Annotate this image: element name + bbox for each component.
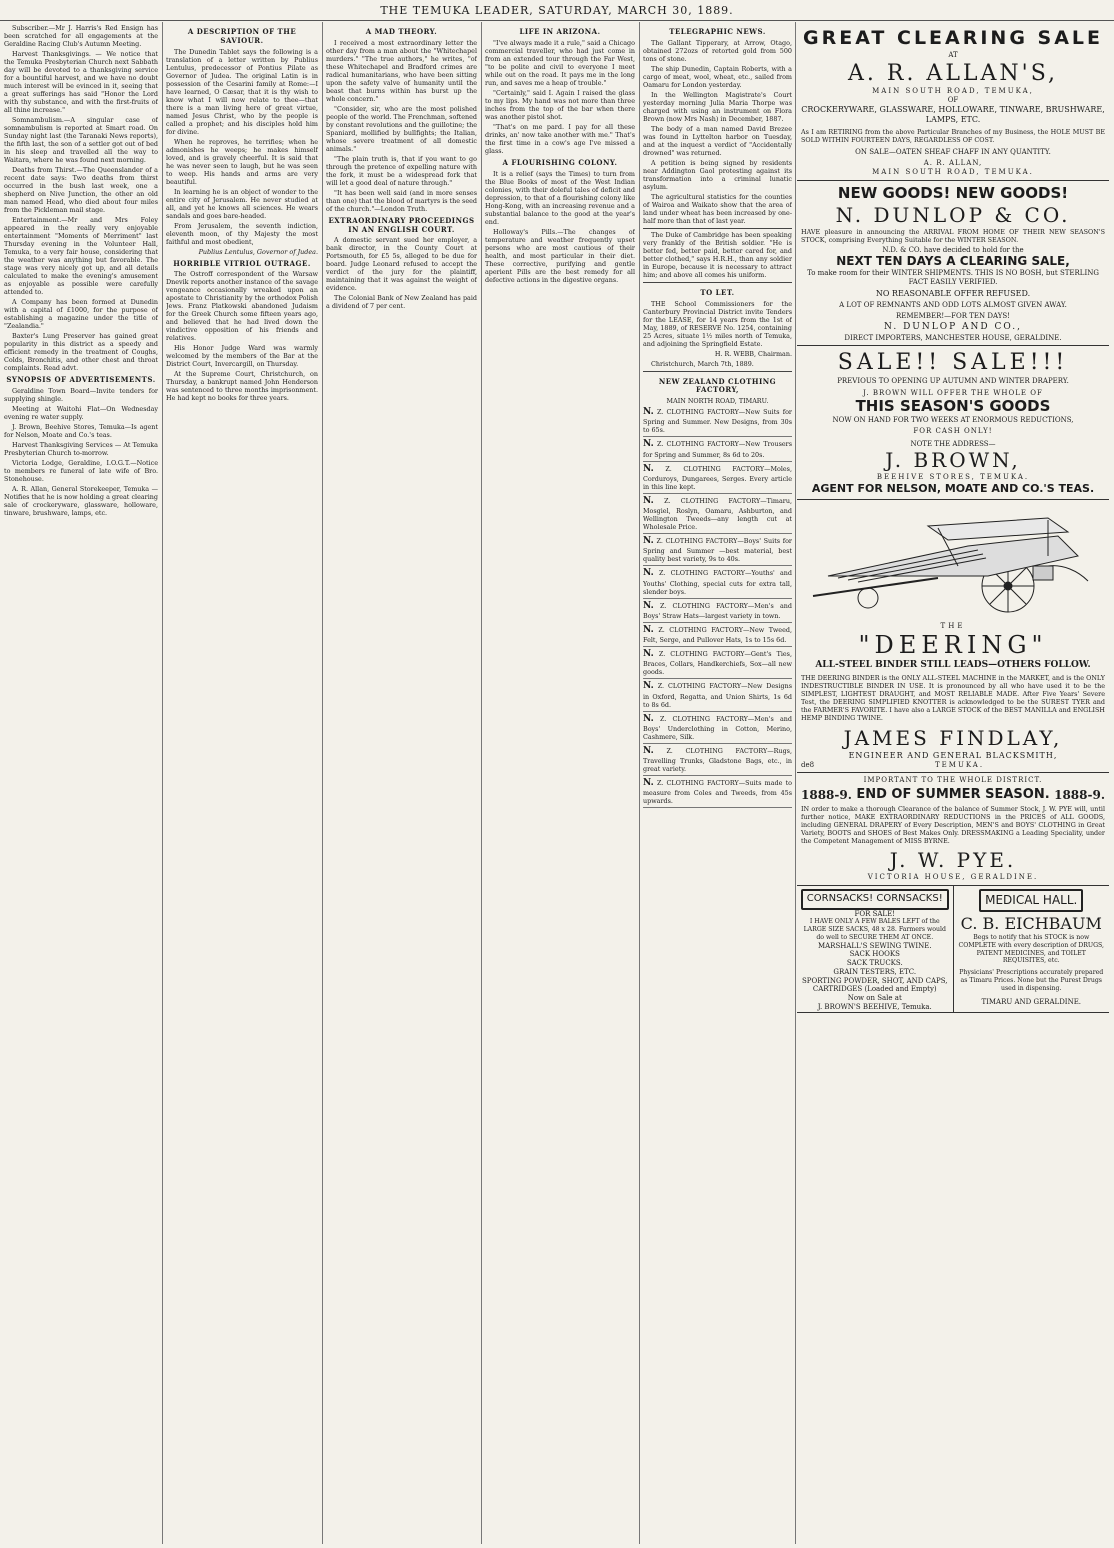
clothing-factory-text: Z. CLOTHING FACTORY—Moles, Corduroys, Dungarees, Serges. Every article in this line kept. xyxy=(643,464,792,491)
clothing-factory-initial: N. xyxy=(643,778,654,788)
clothing-factory-item xyxy=(643,405,792,437)
ad-title: SALE!! SALE!!! xyxy=(837,350,1069,376)
synopsis-item: Victoria Lodge, Geraldine, I.O.G.T.—Notice to members re funeral of late wife of Bro. Stonehouse. xyxy=(4,458,158,483)
clothing-factory-initial: N. xyxy=(643,439,654,450)
article-paragraph: At the Supreme Court, Christchurch, on Thursday, a bankrupt named John Henderson was sentenced to three months imprisonment. He had kept no books for three years. xyxy=(166,370,318,403)
news-paragraph: The agricultural statistics for the counties of Wairoa and Waikato show that the area of land under wheat has been increased by one-half more than that of last year. xyxy=(643,192,792,225)
article-paragraph: Holloway's Pills.—The changes of temperature and weather frequently upset persons who are most cautious of their health, and most particular in their diet. These corrective, purifying and gentle aperient Pills are the best remedy for all defective actions in the digestive organs. xyxy=(485,227,635,284)
clothing-factory-item xyxy=(643,462,792,494)
ad-text: To make room for their WINTER SHIPMENTS. THIS IS NO BOSH, but STERLING FACT EASILY VERIFIED. xyxy=(807,269,1099,286)
to-let-heading: TO LET. xyxy=(700,287,735,297)
article-heading: LIFE IN ARIZONA. xyxy=(519,27,601,36)
ad-reference: de8 xyxy=(801,760,815,769)
article-signature: Publius Lentulus, Governor of Judea. xyxy=(198,247,318,256)
article-paragraph: "Certainly," said I. Again I raised the glass to my lips. My hand was not more than three inches from the top of the bar when there was another pistol shot. xyxy=(485,88,635,121)
clothing-factory-heading: NEW ZEALAND CLOTHING FACTORY, xyxy=(658,376,777,395)
column-rule xyxy=(639,22,640,1544)
bottom-ads-row xyxy=(797,886,1109,1013)
article-heading: EXTRAORDINARY PROCEEDINGS IN AN ENGLISH COURT. xyxy=(328,215,475,234)
ad-address: VICTORIA HOUSE, GERALDINE. xyxy=(867,873,1039,882)
article-paragraph: "It has been well said (and in more senses than one) that the blood of martyrs is the seed of the church."—London Truth. xyxy=(326,188,477,213)
cornsacks-list-item: CARTRIDGES (Loaded and Empty) xyxy=(812,985,937,994)
news-paragraph: The body of a man named David Brezee was found in Lyttelton harbor on Tuesday, and at the inquest a verdict of "Accidentally drowned" was returned. xyxy=(643,124,792,157)
synopsis-item: Meeting at Waitohi Flat—On Wednesday evening re water supply. xyxy=(4,404,158,421)
ad-name: "DEERING" xyxy=(858,631,1048,660)
article-heading: A FLOURISHING COLONY. xyxy=(502,157,618,167)
article-paragraph: From Jerusalem, the seventh indiction, eleventh moon, of thy Majesty the most faithful and most obedient, xyxy=(166,221,318,246)
clothing-factory-list xyxy=(643,405,792,808)
column-saviour xyxy=(166,24,318,1544)
news-paragraph: Deaths from Thirst.—The Queenslander of a recent date says: Two deaths from thirst occurred in the bush last week, one a shepherd on Nive Junction, the other an old man named Head, who died about four miles from the Pickleman mail stage. xyxy=(4,166,158,214)
clothing-factory-text: Z. CLOTHING FACTORY—Boys' Suits for Spring and Summer —best material, best quality best variety, 9s to 40s. xyxy=(643,537,792,564)
ad-address: BEEHIVE STORES, TEMUKA. xyxy=(876,473,1030,482)
ad-body: THE DEERING BINDER is the ONLY ALL-STEEL MACHINE in the MARKET, and is the ONLY INDESTRUCTIBLE BINDER IN USE. It is pronounced by all who have used it to be the SIMPLEST, LIGHTEST DRAUGHT, and MOST RELIABLE MADE. After Five Years' Severe Test, the DEERING SIMPLIFIED KNOTTER is acknowledged to be the SUREST TYER and the FARMER'S FAVORITE. I have also a LARGE STOCK of the BEST MANILLA and ENGLISH HEMP BINDING TWINE. xyxy=(801,673,1105,722)
ad-text: J. BROWN WILL OFFER THE WHOLE OF xyxy=(863,388,1043,397)
ad-address: MAIN SOUTH ROAD, TEMUKA, xyxy=(872,87,1034,95)
ad-chaff: ON SALE—OATEN SHEAF CHAFF IN ANY QUANTITY. xyxy=(855,147,1051,156)
news-paragraph: In the Wellington Magistrate's Court yesterday morning Julia Maria Thorpe was charged with using an instrument on Flora Brown (now Mrs Nash) in December, 1887. xyxy=(643,90,792,123)
synopsis-item: Geraldine Town Board—Invite tenders for supplying shingle. xyxy=(4,386,158,403)
ad-title: NEW GOODS! NEW GOODS! xyxy=(837,183,1069,202)
article-heading: A DESCRIPTION OF THE SAVIOUR. xyxy=(187,27,297,45)
ad-name: A. R. ALLAN'S, xyxy=(848,60,1058,86)
dunlop-new-goods-ad xyxy=(797,181,1109,347)
clothing-factory-initial: N. xyxy=(643,495,654,506)
news-paragraph: A petition is being signed by residents near Addington Gaol protesting against its transformation into a criminal lunatic asylum. xyxy=(643,158,792,191)
ad-text: NOW ON HAND FOR TWO WEEKS AT ENORMOUS REDUCTIONS, xyxy=(832,416,1074,424)
ad-body: I HAVE ONLY A FEW BALES LEFT of the LARGE SIZE SACKS, 48 x 28. Farmers would do well to SECURE THEM AT ONCE. xyxy=(803,918,946,941)
ad-text: NO REASONABLE OFFER REFUSED. xyxy=(875,288,1031,298)
ad-text: NOTE THE ADDRESS— xyxy=(910,439,996,448)
brown-sale-ad xyxy=(797,346,1109,500)
ad-address: TEMUKA. xyxy=(935,760,985,769)
clothing-factory-item xyxy=(643,679,792,711)
allan-clearing-sale-ad xyxy=(797,24,1109,181)
article-paragraph: When he reproves, he terrifies; when he admonishes he weeps; he makes himself loved, and is gravely cheerful. It is said that he was never seen to laugh, but he was seen to weep. His hands and arms are very beautiful. xyxy=(166,137,318,186)
news-paragraph: Entertainment.—Mr and Mrs Foley appeared in the really very enjoyable entertainment "Moments of Merriment" last Thursday evening in the Volunteer Hall, Temuka, to a very fair house, considering that the weather was anything but favorable. The stage was very nicely got up, and all details calculated to make the evening's amusement as enjoyable as possible were carefully attended to. xyxy=(4,216,158,296)
cornsacks-list-item: SACK TRUCKS. xyxy=(846,959,903,967)
column-telegraphic xyxy=(643,24,792,1544)
column-rule xyxy=(481,22,482,1544)
clothing-factory-text: Z. CLOTHING FACTORY—Suits made to measure from Coles and Tweeds, from 45s upwards. xyxy=(643,779,792,806)
clothing-factory-initial: N. xyxy=(643,568,654,579)
cornsacks-list-item: SACK HOOKS xyxy=(849,950,900,959)
ad-text: PREVIOUS TO OPENING UP AUTUMN AND WINTER DRAPERY. xyxy=(837,376,1069,385)
clothing-factory-item xyxy=(643,647,792,679)
article-paragraph: The Dunedin Tablet says the following is a translation of a letter written by Publius Lentulus, predecessor of Pontius Pilate as Governor of Judea. The original Latin is in possession of the Cesarini family at Rome:—I have learned, O Cæsar, that it is thy wish to know what I will now relate to thee—that there is a man living here of great virtue, named Jesus Christ, who by the people is called a prophet; and his disciples hold him for divine. xyxy=(166,47,318,136)
article-paragraph: It is a relief (says the Times) to turn from the Blue Books of most of the West Indian colonies, with their doleful tales of deficit and depression, to that of a flourishing colony like Hong-Kong, with an increasing revenue and a substantial balance to the good at the year's end. xyxy=(485,169,635,226)
synopsis-item: J. Brown, Beehive Stores, Temuka—Is agent for Nelson, Moate and Co.'s teas. xyxy=(4,422,158,439)
clothing-factory-text: Z. CLOTHING FACTORY—Youths' and Youths' Clothing, special cuts for extra tall, slender boys. xyxy=(643,569,792,596)
ad-text: AT xyxy=(948,50,958,59)
article-paragraph: The Colonial Bank of New Zealand has paid a dividend of 7 per cent. xyxy=(326,294,477,311)
binder-machine-illustration xyxy=(808,506,1098,616)
ad-signature: N. DUNLOP AND CO., xyxy=(884,322,1022,333)
article-heading: HORRIBLE VITRIOL OUTRAGE. xyxy=(173,258,311,268)
synopsis-item: A. R. Allan, General Storekeeper, Temuka —Notifies that he is now holding a great clearing sale of crockeryware, glassware, holloware, tinware, brushware, lamps, etc. xyxy=(4,484,158,517)
cornsacks-list xyxy=(800,942,950,995)
news-paragraph: Baxter's Lung Preserver has gained great popularity in this district as a speedy and efficient remedy in the treatment of Coughs, Colds, Bronchitis, and other chest and throat complaints. Read advt. xyxy=(4,332,158,372)
ad-title: GREAT CLEARING SALE xyxy=(802,27,1104,49)
news-paragraph: Somnambulism.—A singular case of somnambulism is reported at Smart road. On Sunday night last (the Taranaki News reports), the fifth last, the son of a settler got out of bed in his sleep and travelled all the way to Waitara, where he was found next morning. xyxy=(4,116,158,164)
ad-address: TIMARU AND GERALDINE. xyxy=(981,998,1082,1007)
clothing-factory-address: MAIN NORTH ROAD, TIMARU. xyxy=(666,397,769,405)
ad-text: ENGINEER AND GENERAL BLACKSMITH, xyxy=(848,750,1058,760)
clothing-factory-item xyxy=(643,623,792,647)
advertisements-column xyxy=(797,24,1109,1544)
to-let-signature: H. R. WEBB, Chairman. xyxy=(714,349,792,358)
ad-text: REMEMBER!—FOR TEN DAYS! xyxy=(896,311,1010,320)
clothing-factory-text: Z. CLOTHING FACTORY—Men's and Boys' Straw Hats—largest variety in town. xyxy=(643,601,792,620)
ad-address: DIRECT IMPORTERS, MANCHESTER HOUSE, GERALDINE. xyxy=(844,333,1062,342)
clothing-factory-text: Z. CLOTHING FACTORY—Gent's Ties, Braces, Collars, Handkerchiefs, Sox—all new goods. xyxy=(643,650,792,677)
ad-sale: NEXT TEN DAYS A CLEARING SALE, xyxy=(836,254,1070,269)
ad-text: Physicians' Prescriptions accurately prepared as Timaru Prices. None but the Purest Drugs used in dispensing. xyxy=(959,969,1104,992)
clothing-factory-initial: N. xyxy=(643,407,654,417)
article-paragraph: "That's on me pard. I pay for all these drinks, an' now take another with me." That's the first time in a cow's age I've missed a glass. xyxy=(485,122,635,155)
ad-body: Begs to notify that his STOCK is now COMPLETE with every description of DRUGS, PATENT MEDICINES, and TOILET REQUISITES, etc. xyxy=(958,934,1105,965)
clothing-factory-initial: N. xyxy=(643,681,654,692)
news-paragraph: Harvest Thanksgivings. — We notice that the Temuka Presbyterian Church next Sabbath day will be devoted to a thanksgiving service for a bountiful harvest, and we have no doubt much interest will be evinced in it, seeing that a great sufferings has said "Honor the Lord with thy substance, and with the first-fruits of all thine increase." xyxy=(4,50,158,114)
clothing-factory-item xyxy=(643,712,792,744)
ad-text: N.D. & CO. have decided to hold for the xyxy=(882,245,1024,254)
synopsis-heading: SYNOPSIS OF ADVERTISEMENTS. xyxy=(6,375,156,384)
ad-body: HAVE pleasure in announcing the ARRIVAL FROM HOME OF THEIR NEW SEASON'S STOCK, comprising Everything Suitable for the WINTER SEASON. xyxy=(801,227,1105,244)
ad-tagline: ALL-STEEL BINDER STILL LEADS—OTHERS FOLLOW. xyxy=(815,660,1091,671)
news-paragraph: The ship Dunedin, Captain Roberts, with a cargo of meat, wool, wheat, etc., sailed from Oamaru for London yesterday. xyxy=(643,64,792,89)
clothing-factory-item xyxy=(643,566,792,598)
clothing-factory-initial: N. xyxy=(643,745,654,756)
article-paragraph: "Consider, sir, who are the most polished people of the world. The Frenchman, softened by constant revolutions and the guillotine; the Spaniard, mollified by bullfights; the Italian, whose severe treatment of all domestic animals." xyxy=(326,104,477,153)
article-heading: A MAD THEORY. xyxy=(365,27,438,36)
column-local-news xyxy=(4,24,158,1544)
news-paragraph: The Duke of Cambridge has been speaking very frankly of the British soldier. "He is better fed, better paid, better cared for, and better clothed," says H.R.H., than any soldier in Europe, because it is necessary to attract him; and above all comes his uniform. xyxy=(643,230,792,279)
clothing-factory-initial: N. xyxy=(643,713,654,724)
ad-year: 1888-9. xyxy=(801,787,852,802)
clothing-factory-item xyxy=(643,494,792,534)
cornsacks-list-item: GRAIN TESTERS, ETC. xyxy=(833,967,917,976)
cornsacks-list-item: MARSHALL'S SEWING TWINE. xyxy=(817,941,932,950)
column-rule xyxy=(322,22,323,1544)
ad-address: MAIN SOUTH ROAD, TEMUKA. xyxy=(872,168,1034,176)
column-rule xyxy=(795,22,796,1544)
column-arizona xyxy=(485,24,635,1544)
ad-goods: CROCKERYWARE, GLASSWARE, HOLLOWARE, TINWARE, BRUSHWARE, LAMPS, ETC. xyxy=(801,104,1105,124)
article-paragraph: His Honor Judge Ward was warmly welcomed by the members of the Bar at the District Court, Invercargill, on Thursday. xyxy=(166,344,318,369)
ad-signature: A. R. ALLAN, xyxy=(923,159,983,168)
ad-body: IN order to make a thorough Clearance of the balance of Summer Stock, J. W. PYE will, until further notice, MAKE EXTRAORDINARY REDUCTIONS in the PRICES of ALL GOODS, including GENERAL DRAPERY of Every Description, MEN'S and BOYS' CLOTHING in Great Variety, BOOTS and SHOES of Best Makes Only. DRESSMAKING a Leading Speciality, under the Competent Management of MISS BYRNE. xyxy=(801,805,1105,846)
article-paragraph: A domestic servant sued her employer, a bank director, in the County Court at Portsmouth, for £5 5s, alleged to be due for board. Judge Leonard refused to accept the verdict of the jury for the plaintiff, maintaining that it was against the weight of evidence. xyxy=(326,236,477,293)
cornsacks-ad xyxy=(797,886,954,1012)
news-paragraph: Subscriber.—Mr J. Harris's Red Ensign has been scratched for all engagements at the Geraldine Racing Club's Autumn Meeting. xyxy=(4,24,158,48)
clothing-factory-initial: N. xyxy=(643,536,654,546)
ad-text: THE xyxy=(940,621,966,630)
clothing-factory-text: Z. CLOTHING FACTORY—New Designs in Oxford, Regatta, and Union Shirts, 1s 6d to 8s 6d. xyxy=(643,682,792,709)
masthead-rule xyxy=(0,20,1114,21)
pye-summer-season-ad xyxy=(797,773,1109,886)
clothing-factory-initial: N. xyxy=(643,649,654,659)
masthead-title: THE TEMUKA LEADER, SATURDAY, MARCH 30, 1889. xyxy=(380,4,734,17)
clothing-factory-initial: N. xyxy=(643,463,654,474)
deering-binder-ad xyxy=(797,500,1109,774)
clothing-factory-text: Z. CLOTHING FACTORY—Timaru, Mosgiel, Roslyn, Oamaru, Ashburton, and Wellington Tweeds—any length cut at Wholesale Price. xyxy=(643,496,792,531)
clothing-factory-item xyxy=(643,534,792,566)
clothing-factory-item xyxy=(643,437,792,461)
article-paragraph: The Ostroff correspondent of the Warsaw Dnevik reports another instance of the savage vengeance occasionally wreaked upon an apostate to Christianity by the orthodox Polish Jews. Franz Platkowski abandoned Judaism for the Greek Church some fifteen years ago, and believed that he had lived down the vindictive opposition of his friends and relatives. xyxy=(166,270,318,343)
ad-name: J. BROWN, xyxy=(885,448,1021,473)
ad-year: 1888-9. xyxy=(1054,787,1105,802)
to-let-date: Christchurch, March 7th, 1889. xyxy=(651,359,754,368)
article-paragraph: "The plain truth is, that if you want to go through the pretence of expelling nature with the fork, it must be a widespread fork that will let a good deal of nature through." xyxy=(326,154,477,187)
clothing-factory-item xyxy=(643,776,792,808)
ad-title: MEDICAL HALL. xyxy=(979,889,1083,912)
clothing-factory-text: Z. CLOTHING FACTORY—New Tweed, Felt, Serge, and Pullover Hats, 1s to 15s 6d. xyxy=(643,625,792,644)
clothing-factory-initial: N. xyxy=(643,600,654,611)
clothing-factory-text: Z. CLOTHING FACTORY—Rugs, Travelling Trunks, Gladstone Bags, etc., in great variety. xyxy=(643,746,792,773)
clothing-factory-item xyxy=(643,599,792,623)
ad-name: C. B. EICHBAUM xyxy=(960,914,1102,933)
ad-text: Now on Sale at xyxy=(847,994,902,1002)
ad-name: J. W. PYE. xyxy=(889,848,1017,873)
ad-text: A LOT OF REMNANTS AND ODD LOTS ALMOST GIVEN AWAY. xyxy=(839,300,1067,309)
clothing-factory-text: Z. CLOTHING FACTORY—New Trousers for Spring and Summer, 8s 6d to 20s. xyxy=(643,440,792,459)
ad-body: As I am RETIRING from the above Particular Branches of my Business, the HOLE MUST BE SOLD WITHIN FOURTEEN DAYS, REGARDLESS OF COST. xyxy=(801,127,1105,144)
news-paragraph: The Gallant Tipperary, at Arrow, Otago, obtained 272ozs of retorted gold from 500 tons of stone. xyxy=(643,38,792,63)
cornsacks-list-item: SPORTING POWDER, SHOT, AND CAPS, xyxy=(802,976,948,985)
medical-hall-ad xyxy=(954,886,1110,1012)
clothing-factory-item xyxy=(643,744,792,776)
to-let-body: THE School Commissioners for the Canterbury Provincial District invite Tenders for the LEASE, for 14 years from the 1st of May, 1889, of RESERVE No. 1254, containing 25 Acres, situate 1½ miles north of Temuka, and adjoining the Springfield Estate. xyxy=(643,299,792,348)
ad-name: N. DUNLOP & CO. xyxy=(835,202,1071,227)
ad-signature: JAMES FINDLAY, xyxy=(843,725,1063,750)
ad-signature: J. BROWN'S BEEHIVE, Temuka. xyxy=(817,1002,932,1011)
clothing-factory-initial: N. xyxy=(643,624,654,635)
news-paragraph: A Company has been formed at Dunedin with a capital of £1000, for the purpose of establishing a magazine under the title of "Zealandia." xyxy=(4,298,158,330)
article-heading: TELEGRAPHIC NEWS. xyxy=(669,27,766,36)
ad-text: FOR CASH ONLY! xyxy=(913,426,993,435)
ad-goods: THIS SEASON'S GOODS xyxy=(855,397,1051,416)
ad-text: IMPORTANT TO THE WHOLE DISTRICT. xyxy=(863,776,1043,785)
ad-text: OF xyxy=(947,95,959,104)
synopsis-item: Harvest Thanksgiving Services — At Temuka Presbyterian Church to-morrow. xyxy=(4,440,158,457)
ad-title: CORNSACKS! CORNSACKS! xyxy=(801,889,949,910)
ad-title: END OF SUMMER SEASON. xyxy=(856,787,1050,802)
ad-agent: AGENT FOR NELSON, MOATE AND CO.'S TEAS. xyxy=(811,482,1095,495)
clothing-factory-text: Z. CLOTHING FACTORY—Men's and Boys' Underclothing in Cotton, Merino, Cashmere, Silk. xyxy=(643,714,792,741)
column-mad-theory xyxy=(326,24,477,1544)
clothing-factory-text: Z. CLOTHING FACTORY—New Suits for Spring and Summer. New Designs, from 30s to 65s. xyxy=(643,408,792,435)
article-paragraph: I received a most extraordinary letter the other day from a man about the "Whitechapel murders." "The true authors," he writes, "of these Whitechapel and Bradford crimes are radical humanitarians, who have been sitting upon the safety valve of humanity until the beast that burns within has burst up the whole concern." xyxy=(326,38,477,103)
article-paragraph: In learning he is an object of wonder to the entire city of Jerusalem. He never studied at all, and yet he knows all sciences. He wears sandals and goes bare-headed. xyxy=(166,187,318,220)
column-rule xyxy=(162,22,163,1544)
article-paragraph: "I've always made it a rule," said a Chicago commercial traveller, who had just come in from an extended tour through the Far West, "to be polite and civil to everyone I meet while out on the road. It pays me in the long run, and saves me a heap of trouble." xyxy=(485,38,635,87)
ad-text: FOR SALE! xyxy=(854,909,895,918)
